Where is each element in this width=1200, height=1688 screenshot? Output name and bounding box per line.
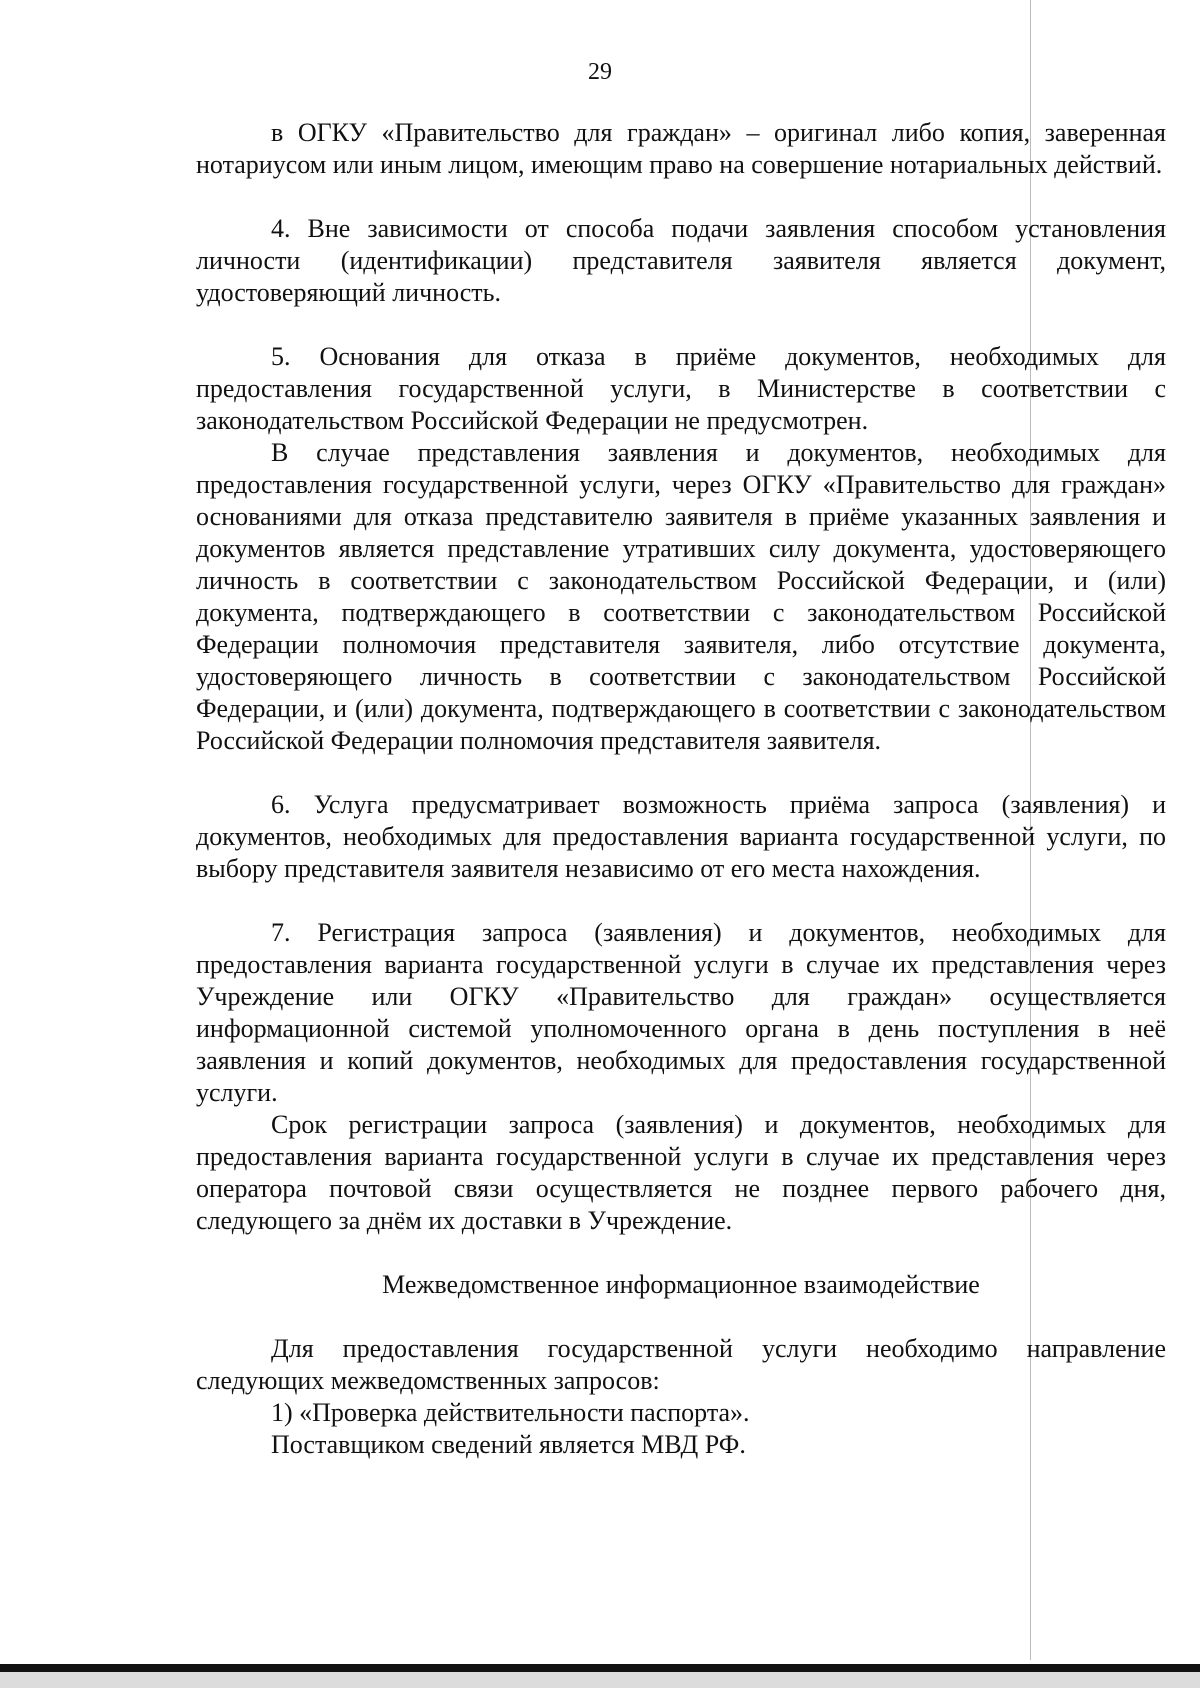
paragraph-gap xyxy=(196,1301,1166,1333)
paragraph-gap xyxy=(196,1237,1166,1269)
paragraph-continuation: в ОГКУ «Правительство для граждан» – оригинал либо копия, заверенная нотариусом или иным лицом, имеющим право на совершение нотариальных действий. xyxy=(196,118,1166,179)
paragraph-gap xyxy=(196,757,1166,789)
paragraph-registration-term: Срок регистрации запроса (заявления) и документов, необходимых для предоставления варианта государственной услуги в случае их представления через оператора почтовой связи осуществляется не позднее первого рабочего дня, следующего за днём их доставки в Учреждение. xyxy=(196,1110,1166,1235)
paragraph-item-4: 4. Вне зависимости от способа подачи заявления способом установления личности (идентификации) представителя заявителя является документ, удостоверяющий личность. xyxy=(196,214,1166,307)
paragraph-refusal-grounds: В случае представления заявления и документов, необходимых для предоставления государственной услуги, через ОГКУ «Правительство для граждан» основаниями для отказа представителю заявителя в приёме указанных заявления и документов является представление утративших силу документа, удостоверяющего личность в соответствии с законодательством Российской Федерации, и (или) документа, подтверждающего в соответствии с законодательством Российской Федерации полномочия представителя заявителя, либо отсутствие документа, удостоверяющего личность в соответствии с законодательством Российской Федерации, и (или) документа, подтверждающего в соответствии с законодательством Российской Федерации полномочия представителя заявителя. xyxy=(196,438,1166,755)
paragraph-interagency-requests: Для предоставления государственной услуги необходимо направление следующих межведомственных запросов: xyxy=(196,1334,1166,1395)
scan-bottom-edge xyxy=(0,1672,1200,1688)
document-body xyxy=(196,117,1166,1461)
paragraph-item-6: 6. Услуга предусматривает возможность приёма запроса (заявления) и документов, необходимых для предоставления варианта государственной услуги, по выбору представителя заявителя независимо от его места нахождения. xyxy=(196,790,1166,883)
paragraph-gap xyxy=(196,885,1166,917)
paragraph-data-provider: Поставщиком сведений является МВД РФ. xyxy=(271,1430,746,1459)
scan-bottom-border xyxy=(0,1664,1200,1672)
list-item-passport-check: 1) «Проверка действительности паспорта». xyxy=(271,1398,750,1427)
paragraph-gap xyxy=(196,309,1166,341)
paragraph-item-7: 7. Регистрация запроса (заявления) и документов, необходимых для предоставления варианта государственной услуги в случае их представления через Учреждение или ОГКУ «Правительство для граждан» осуществляется информационной системой уполномоченного органа в день поступления в неё заявления и копий документов, необходимых для предоставления государственной услуги. xyxy=(196,918,1166,1107)
paragraph-gap xyxy=(196,181,1166,213)
section-heading: Межведомственное информационное взаимодействие xyxy=(382,1270,980,1299)
paragraph-item-5: 5. Основания для отказа в приёме документов, необходимых для предоставления государственной услуги, в Министерстве в соответствии с законодательством Российской Федерации не предусмотрен. xyxy=(196,342,1166,435)
page-number: 29 xyxy=(588,59,612,85)
